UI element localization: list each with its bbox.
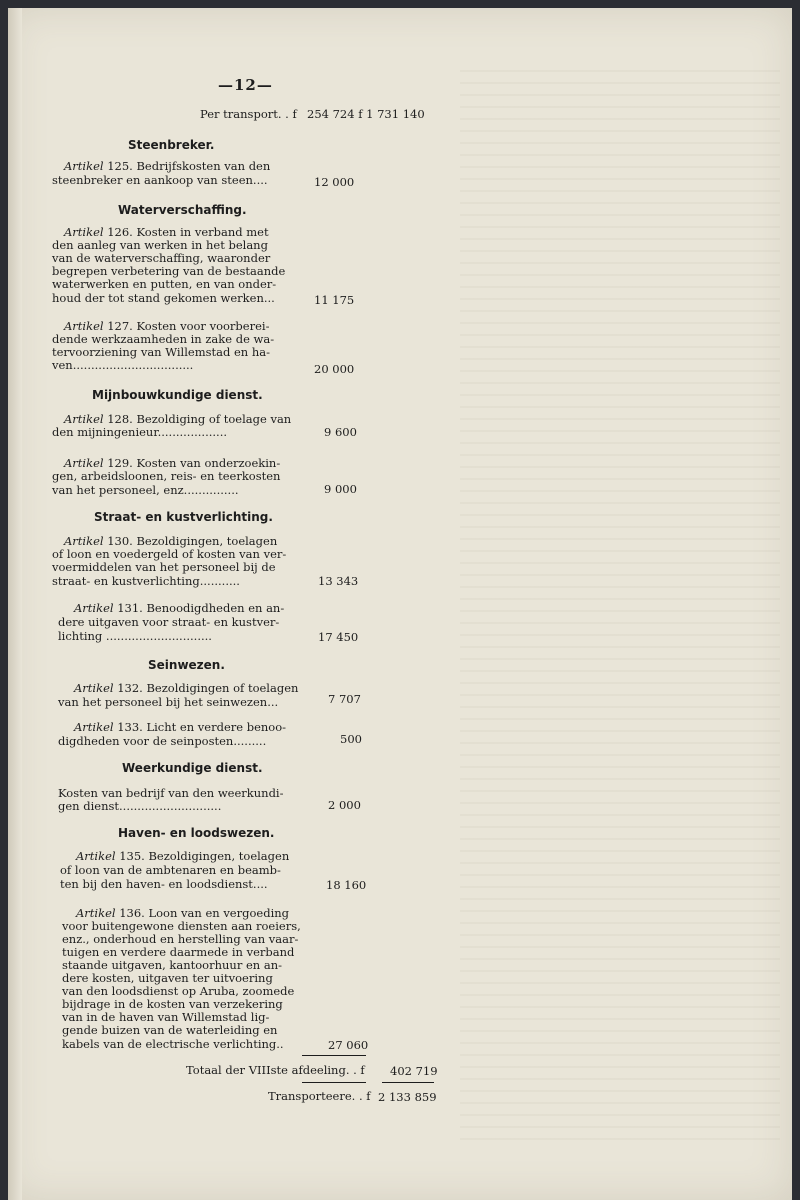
article-131-amount: 17 450	[318, 630, 359, 644]
article-text: Kosten van onderzoekin-	[136, 456, 281, 470]
article-136-line5: staande uitgaven, kantoorhuur en an-	[62, 958, 282, 972]
article-number: 128.	[107, 412, 133, 426]
article-136-line7: van den loodsdienst op Aruba, zoomede	[62, 984, 295, 998]
top-border	[8, 0, 792, 8]
article-133-line2: digdheden voor de seinposten.........	[58, 734, 267, 748]
article-number: 130.	[107, 534, 133, 548]
article-131-line3: lichting .............................	[58, 629, 212, 643]
section-heading-steenbreker: Steenbreker.	[128, 138, 215, 152]
transporteere-value: 2 133 859	[378, 1090, 437, 1104]
article-130-line1	[64, 535, 277, 548]
article-125-line1	[64, 160, 270, 173]
total-rule	[302, 1055, 366, 1056]
artikel-label: Artikel	[64, 319, 104, 333]
artikel-label: Artikel	[64, 456, 104, 470]
article-131-line1	[74, 602, 284, 615]
article-130-line4: straat- en kustverlichting...........	[52, 574, 240, 588]
article-135-line1	[76, 850, 289, 863]
artikel-label: Artikel	[76, 906, 116, 920]
artikel-label: Artikel	[76, 849, 116, 863]
artikel-label: Artikel	[74, 601, 114, 615]
artikel-label: Artikel	[64, 225, 104, 239]
article-130-amount: 13 343	[318, 574, 359, 588]
article-136-line10: gende buizen van de waterleiding en	[62, 1023, 278, 1037]
article-text: Loon van en vergoeding	[148, 906, 290, 920]
section-heading-weerkundige: Weerkundige dienst.	[122, 761, 263, 775]
total-value: 402 719	[390, 1064, 438, 1078]
article-136-line3: enz., onderhoud en herstelling van vaar-	[62, 932, 299, 946]
article-136-line1	[76, 907, 289, 920]
article-text: Kosten voor voorberei-	[136, 319, 270, 333]
section-heading-seinwezen: Seinwezen.	[148, 658, 225, 672]
article-136-line2: voor buitengewone diensten aan roeiers,	[62, 919, 301, 933]
page-number: —12—	[218, 76, 273, 94]
article-136-amount: 27 060	[328, 1038, 369, 1052]
article-136-line9: van in de haven van Willemstad lig-	[62, 1010, 270, 1024]
article-number: 125.	[107, 159, 133, 173]
article-text: Bedrijfskosten van den	[136, 159, 271, 173]
article-126-line1	[64, 226, 269, 239]
section-heading-waterverschaffing: Waterverschaffing.	[118, 203, 247, 217]
total-label: Totaal der VIIIste afdeeling. . f	[186, 1063, 365, 1077]
article-126-line6: houd der tot stand gekomen werken...	[52, 291, 275, 305]
article-text: Bezoldiging of toelage van	[136, 412, 292, 426]
article-136-line8: bijdrage in de kosten van verzekering	[62, 997, 283, 1011]
artikel-label: Artikel	[64, 159, 104, 173]
article-127-line1	[64, 320, 269, 333]
article-127-line3: tervoorziening van Willemstad en ha-	[52, 345, 271, 359]
article-number: 135.	[119, 849, 145, 863]
article-number: 129.	[107, 456, 133, 470]
article-number: 133.	[117, 720, 143, 734]
carry-over-label: Per transport. . f	[200, 107, 297, 121]
weer-line1: Kosten van bedrijf van den weerkundi-	[58, 786, 284, 800]
transporteere-label: Transporteere. . f	[268, 1089, 371, 1103]
article-135-line2: of loon van de ambtenaren en beamb-	[60, 863, 281, 877]
article-number: 127.	[107, 319, 133, 333]
article-135-line3: ten bij den haven- en loodsdienst....	[60, 877, 268, 891]
article-129-line3: van het personeel, enz...............	[52, 483, 239, 497]
artikel-label: Artikel	[74, 720, 114, 734]
section-heading-straat: Straat- en kustverlichting.	[94, 510, 273, 524]
article-text: Kosten in verband met	[136, 225, 269, 239]
article-132-amount: 7 707	[328, 692, 361, 706]
article-128-amount: 9 600	[324, 425, 357, 439]
article-127-line4: ven.................................	[52, 358, 194, 372]
weer-amount: 2 000	[328, 798, 361, 812]
article-126-line2: den aanleg van werken in het belang	[52, 238, 268, 252]
transport-rule-1	[302, 1082, 366, 1083]
article-136-line11: kabels van de electrische verlichting..	[62, 1037, 284, 1051]
article-125-amount: 12 000	[314, 175, 355, 189]
article-129-amount: 9 000	[324, 482, 357, 496]
article-136-line4: tuigen en verdere daarmede in verband	[62, 945, 295, 959]
artikel-label: Artikel	[64, 412, 104, 426]
article-text: Bezoldigingen of toelagen	[146, 681, 299, 695]
article-129-line1	[64, 457, 280, 470]
article-126-line3: van de waterverschaffing, waaronder	[52, 251, 271, 265]
article-127-amount: 20 000	[314, 362, 355, 376]
article-126-line4: begrepen verbetering van de bestaande	[52, 264, 286, 278]
article-128-line2: den mijningenieur...................	[52, 425, 228, 439]
article-text: Benoodigdheden en an-	[146, 601, 285, 615]
transport-rule-2	[382, 1082, 434, 1083]
article-132-line2: van het personeel bij het seinwezen...	[58, 695, 279, 709]
page-binding-edge	[8, 8, 22, 1200]
article-130-line2: of loon en voedergeld of kosten van ver-	[52, 547, 287, 561]
weer-line2: gen dienst............................	[58, 799, 222, 813]
article-text: Bezoldigingen, toelagen	[136, 534, 278, 548]
article-127-line2: dende werkzaamheden in zake de wa-	[52, 332, 275, 346]
section-heading-mijnbouw: Mijnbouwkundige dienst.	[92, 388, 263, 402]
article-126-amount: 11 175	[314, 293, 355, 307]
article-128-line1	[64, 413, 291, 426]
article-131-line2: dere uitgaven voor straat- en kustver-	[58, 615, 280, 629]
section-heading-haven: Haven- en loodswezen.	[118, 826, 275, 840]
article-number: 132.	[117, 681, 143, 695]
article-125-line2: steenbreker en aankoop van steen....	[52, 173, 268, 187]
article-126-line5: waterwerken en putten, en van onder-	[52, 277, 277, 291]
article-number: 136.	[119, 906, 145, 920]
bleed-through-text	[460, 60, 780, 1140]
article-number: 126.	[107, 225, 133, 239]
article-133-amount: 500	[340, 732, 362, 746]
article-text: Licht en verdere benoo-	[146, 720, 287, 734]
carry-over-values: 254 724 f 1 731 140	[307, 107, 425, 121]
article-135-amount: 18 160	[326, 878, 367, 892]
article-133-line1	[74, 721, 286, 734]
article-number: 131.	[117, 601, 143, 615]
article-136-line6: dere kosten, uitgaven ter uitvoering	[62, 971, 273, 985]
article-129-line2: gen, arbeidsloonen, reis- en teerkosten	[52, 469, 281, 483]
article-text: Bezoldigingen, toelagen	[148, 849, 290, 863]
artikel-label: Artikel	[64, 534, 104, 548]
article-132-line1	[74, 682, 298, 695]
artikel-label: Artikel	[74, 681, 114, 695]
article-130-line3: voermiddelen van het personeel bij de	[52, 560, 276, 574]
